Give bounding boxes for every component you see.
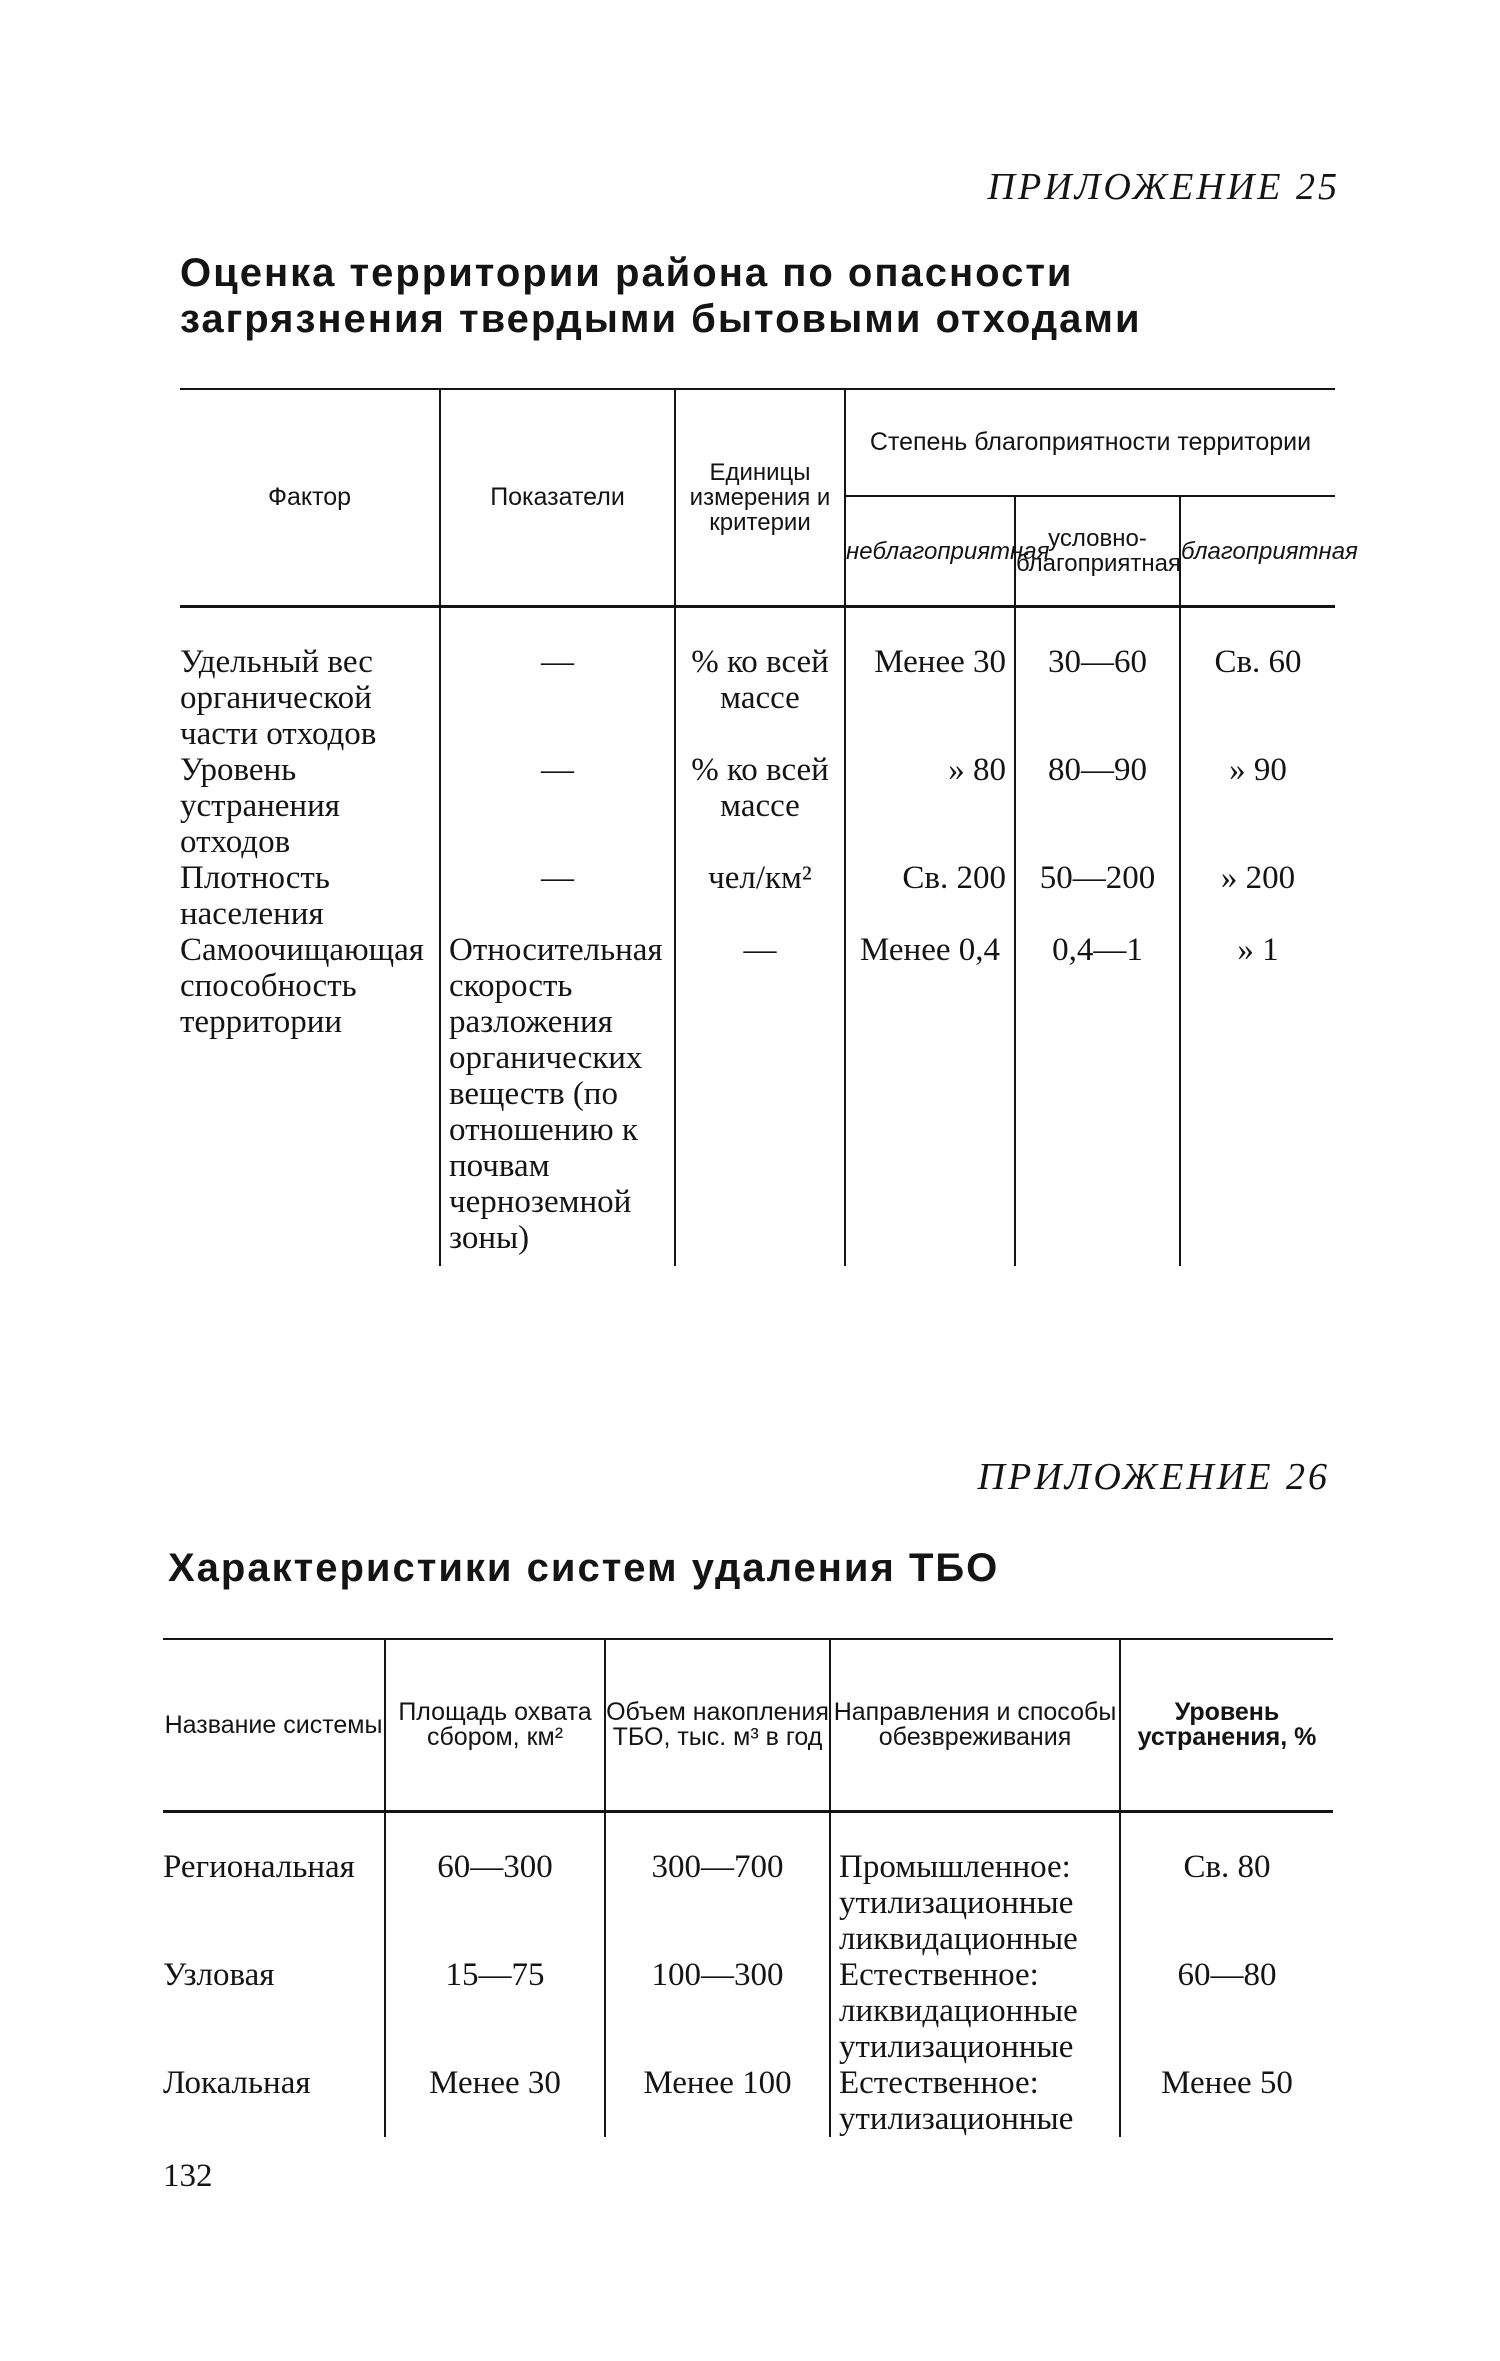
header-area: Площадь охвата сбором, км² (385, 1639, 605, 1812)
direction-methods: утилизационные (839, 2101, 1074, 2137)
system-name-cell: Локальная (163, 2065, 385, 2137)
unit-cell: % ко всей массе (675, 607, 845, 753)
indicator-cell: Относительная скорость разложения органических веществ (по отношению к почвам черноземной зоны) (440, 932, 675, 1266)
system-name-cell: Региональная (163, 1812, 385, 1958)
area-cell: 60—300 (385, 1812, 605, 1958)
direction-cell (830, 1957, 1120, 2065)
header-units: Единицы измерения и критерии (675, 389, 845, 607)
direction-cell (830, 2065, 1120, 2137)
appendix-25-table (180, 388, 1358, 1266)
table-row (163, 1812, 1333, 1958)
header-volume: Объем накопления ТБО, тыс. м³ в год (605, 1639, 830, 1812)
system-name-cell: Узловая (163, 1957, 385, 2065)
direction-type: Естественное: (839, 1957, 1039, 1993)
header-degree: Степень благоприятности территории (845, 389, 1335, 496)
level-cell: Менее 50 (1161, 2065, 1293, 2101)
unfavorable-cell: Менее 30 (845, 607, 1015, 753)
conditional-cell: 30—60 (1015, 607, 1180, 753)
indicator-cell: — (440, 752, 675, 860)
header-system-name: Название системы (163, 1639, 385, 1812)
area-cell: 15—75 (385, 1957, 605, 2065)
appendix-25-title (180, 250, 1380, 342)
unfavorable-cell: Св. 200 (845, 860, 1015, 932)
header-favorable: благоприятная (1180, 496, 1335, 607)
table-row (180, 860, 1335, 932)
favorable-cell: » 200 (1220, 860, 1296, 896)
page-number: 132 (163, 2158, 213, 2194)
direction-cell (830, 1812, 1120, 1958)
direction-type: Промышленное: (839, 1849, 1071, 1885)
header-factor: Фактор (180, 389, 440, 607)
header-direction: Направления и способы обезвреживания (830, 1639, 1120, 1812)
factor-cell: Удельный вес органической части отходов (180, 607, 440, 753)
appendix-25-title-line1: Оценка территории района по опасности (180, 251, 1074, 295)
factor-cell: Самоочищающая способность территории (180, 932, 440, 1266)
appendix-26-title: Характеристики систем удаления ТБО (168, 1546, 1000, 1590)
table-row (180, 607, 1335, 753)
unit-cell: чел/км² (675, 860, 845, 932)
indicator-cell: — (440, 607, 675, 753)
volume-cell: Менее 100 (605, 2065, 830, 2137)
area-cell: Менее 30 (385, 2065, 605, 2137)
favorable-cell: » 90 (1229, 752, 1287, 788)
header-conditional: условно-благоприятная (1015, 496, 1180, 607)
appendix-26-table (163, 1638, 1333, 2137)
header-indicators: Показатели (440, 389, 675, 607)
header-unfavorable: неблагоприятная (845, 496, 1015, 607)
volume-cell: 100—300 (605, 1957, 830, 2065)
table-row (180, 932, 1335, 1266)
conditional-cell: 50—200 (1015, 860, 1180, 932)
unfavorable-cell: » 80 (845, 752, 1015, 860)
appendix-25-label: ПРИЛОЖЕНИЕ 25 (987, 166, 1340, 208)
conditional-cell: 0,4—1 (1015, 932, 1180, 1266)
header-level: Уровень устранения, % (1120, 1639, 1333, 1812)
unit-cell: % ко всей массе (675, 752, 845, 860)
table-row (180, 752, 1335, 860)
unit-cell: — (675, 932, 845, 1266)
favorable-cell: » 1 (1237, 932, 1279, 968)
level-cell: Св. 80 (1183, 1849, 1271, 1885)
direction-type: Естественное: (839, 2065, 1039, 2101)
favorable-cell: Св. 60 (1214, 644, 1302, 680)
factor-cell: Уровень устранения отходов (180, 752, 440, 860)
table-row (163, 1957, 1333, 2065)
appendix-26-label: ПРИЛОЖЕНИЕ 26 (977, 1456, 1330, 1498)
factor-cell: Плотность населения (180, 860, 440, 932)
direction-methods: ликвидационные утилизационные (839, 1993, 1078, 2065)
indicator-cell: — (440, 860, 675, 932)
direction-methods: утилизационные ликвидационные (839, 1885, 1078, 1957)
unfavorable-cell: Менее 0,4 (845, 932, 1015, 1266)
level-cell: 60—80 (1177, 1957, 1277, 1993)
table-row (163, 2065, 1333, 2137)
appendix-25-title-line2: загрязнения твердыми бытовыми отходами (180, 297, 1142, 341)
conditional-cell: 80—90 (1015, 752, 1180, 860)
volume-cell: 300—700 (605, 1812, 830, 1958)
